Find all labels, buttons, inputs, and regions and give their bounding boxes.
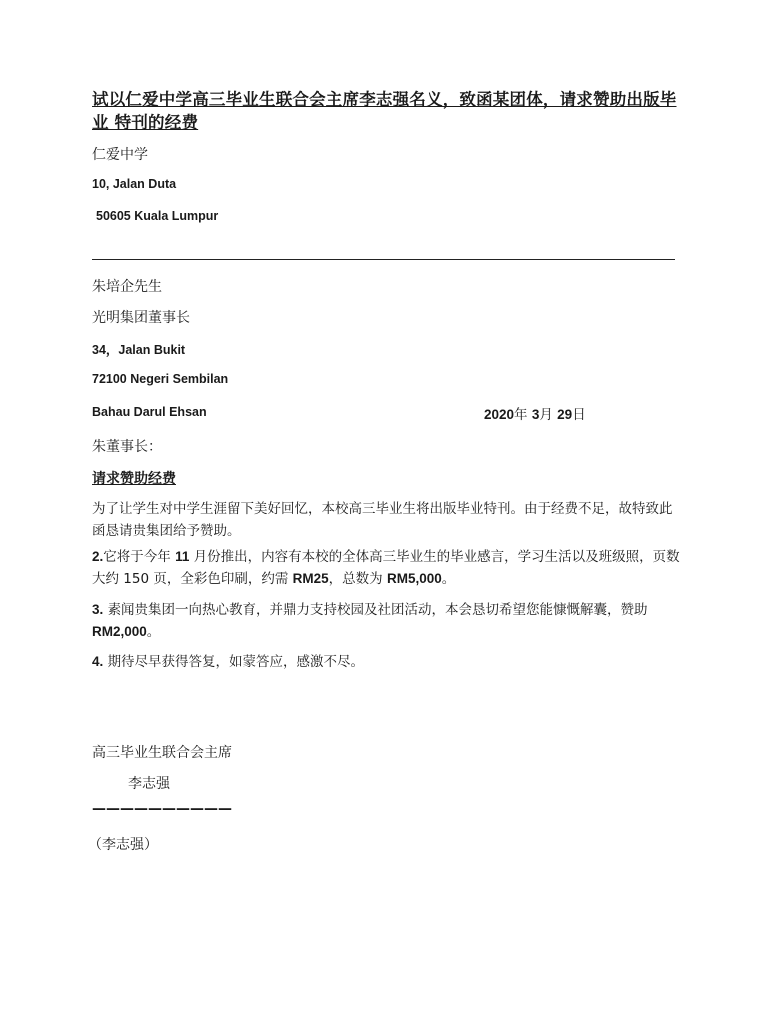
signature-name: 李志强 — [128, 776, 170, 792]
paragraph-3-text-c: 。 — [146, 624, 161, 640]
salutation: 朱董事长： — [92, 439, 162, 455]
paragraph-2-text-g: 。 — [441, 571, 456, 587]
date-month-unit: 月 — [539, 407, 553, 423]
date-day: 29 — [557, 407, 573, 422]
paragraph-4-number: 4. — [92, 654, 104, 669]
letter-date — [484, 403, 586, 423]
recipient-address-line2: 72100 Negeri Sembilan — [92, 372, 229, 386]
recipient-address-line3: Bahau Darul Ehsan — [92, 405, 207, 419]
date-year-unit: 年 — [514, 407, 528, 423]
date-month: 3 — [531, 407, 540, 422]
signature-name-parenthesized: （李志强） — [88, 837, 158, 853]
signature-line: —————————— — [92, 801, 232, 817]
paragraph-4-text: 期待尽早获得答复，如蒙答应，感激不尽。 — [107, 654, 365, 670]
paragraph-1: 为了让学生对中学生涯留下美好回忆，本校高三毕业生将出版毕业特刊。由于经费不足，故特致此函恳请贵集团给予赞助。 — [92, 501, 673, 539]
sender-address-line1: 10, Jalan Duta — [92, 177, 177, 191]
date-year: 2020 — [484, 407, 515, 422]
closing-position: 高三毕业生联合会主席 — [92, 745, 232, 761]
paragraph-2-month: 11 — [175, 549, 190, 564]
paragraph-4 — [92, 651, 682, 673]
recipient-name: 朱培企先生 — [92, 279, 162, 295]
paragraph-2-number: 2. — [92, 549, 104, 564]
recipient-title: 光明集团董事长 — [92, 310, 190, 326]
letter-subject: 请求赞助经费 — [92, 471, 176, 487]
paragraph-3-text-a: 素闻贵集团一向热心教育，并鼎力支持校园及社团活动，本会恳切希望您能慷慨解囊，赞助 — [107, 602, 648, 618]
date-day-unit: 日 — [572, 407, 586, 423]
paragraph-3-amount: RM2,000 — [92, 624, 147, 639]
paragraph-2-total: RM5,000 — [386, 571, 442, 586]
divider-line — [92, 259, 675, 260]
paragraph-3 — [92, 599, 682, 643]
paragraph-2-text-c: 月份推出，内容有本校的全体高三毕业生的毕业感言，学习生活以及班级照，页数大约 150 页，全彩色印刷，约需 — [92, 549, 680, 587]
sender-address-line2: 50605 Kuala Lumpur — [96, 209, 219, 223]
paragraph-2 — [92, 546, 682, 590]
paragraph-2-text-e: ，总数为 — [328, 571, 383, 587]
recipient-address-line1: 34，Jalan Bukit — [92, 343, 186, 357]
paragraph-2-unit-cost: RM25 — [292, 571, 329, 586]
paragraph-2-text-a: 它将于今年 — [103, 549, 171, 565]
sender-name: 仁爱中学 — [92, 147, 148, 163]
paragraph-3-number: 3. — [92, 602, 104, 617]
document-title: 试以仁爱中学高三毕业生联合会主席李志强名义，致函某团体，请求赞助出版毕业 特刊的经费 — [92, 90, 677, 132]
